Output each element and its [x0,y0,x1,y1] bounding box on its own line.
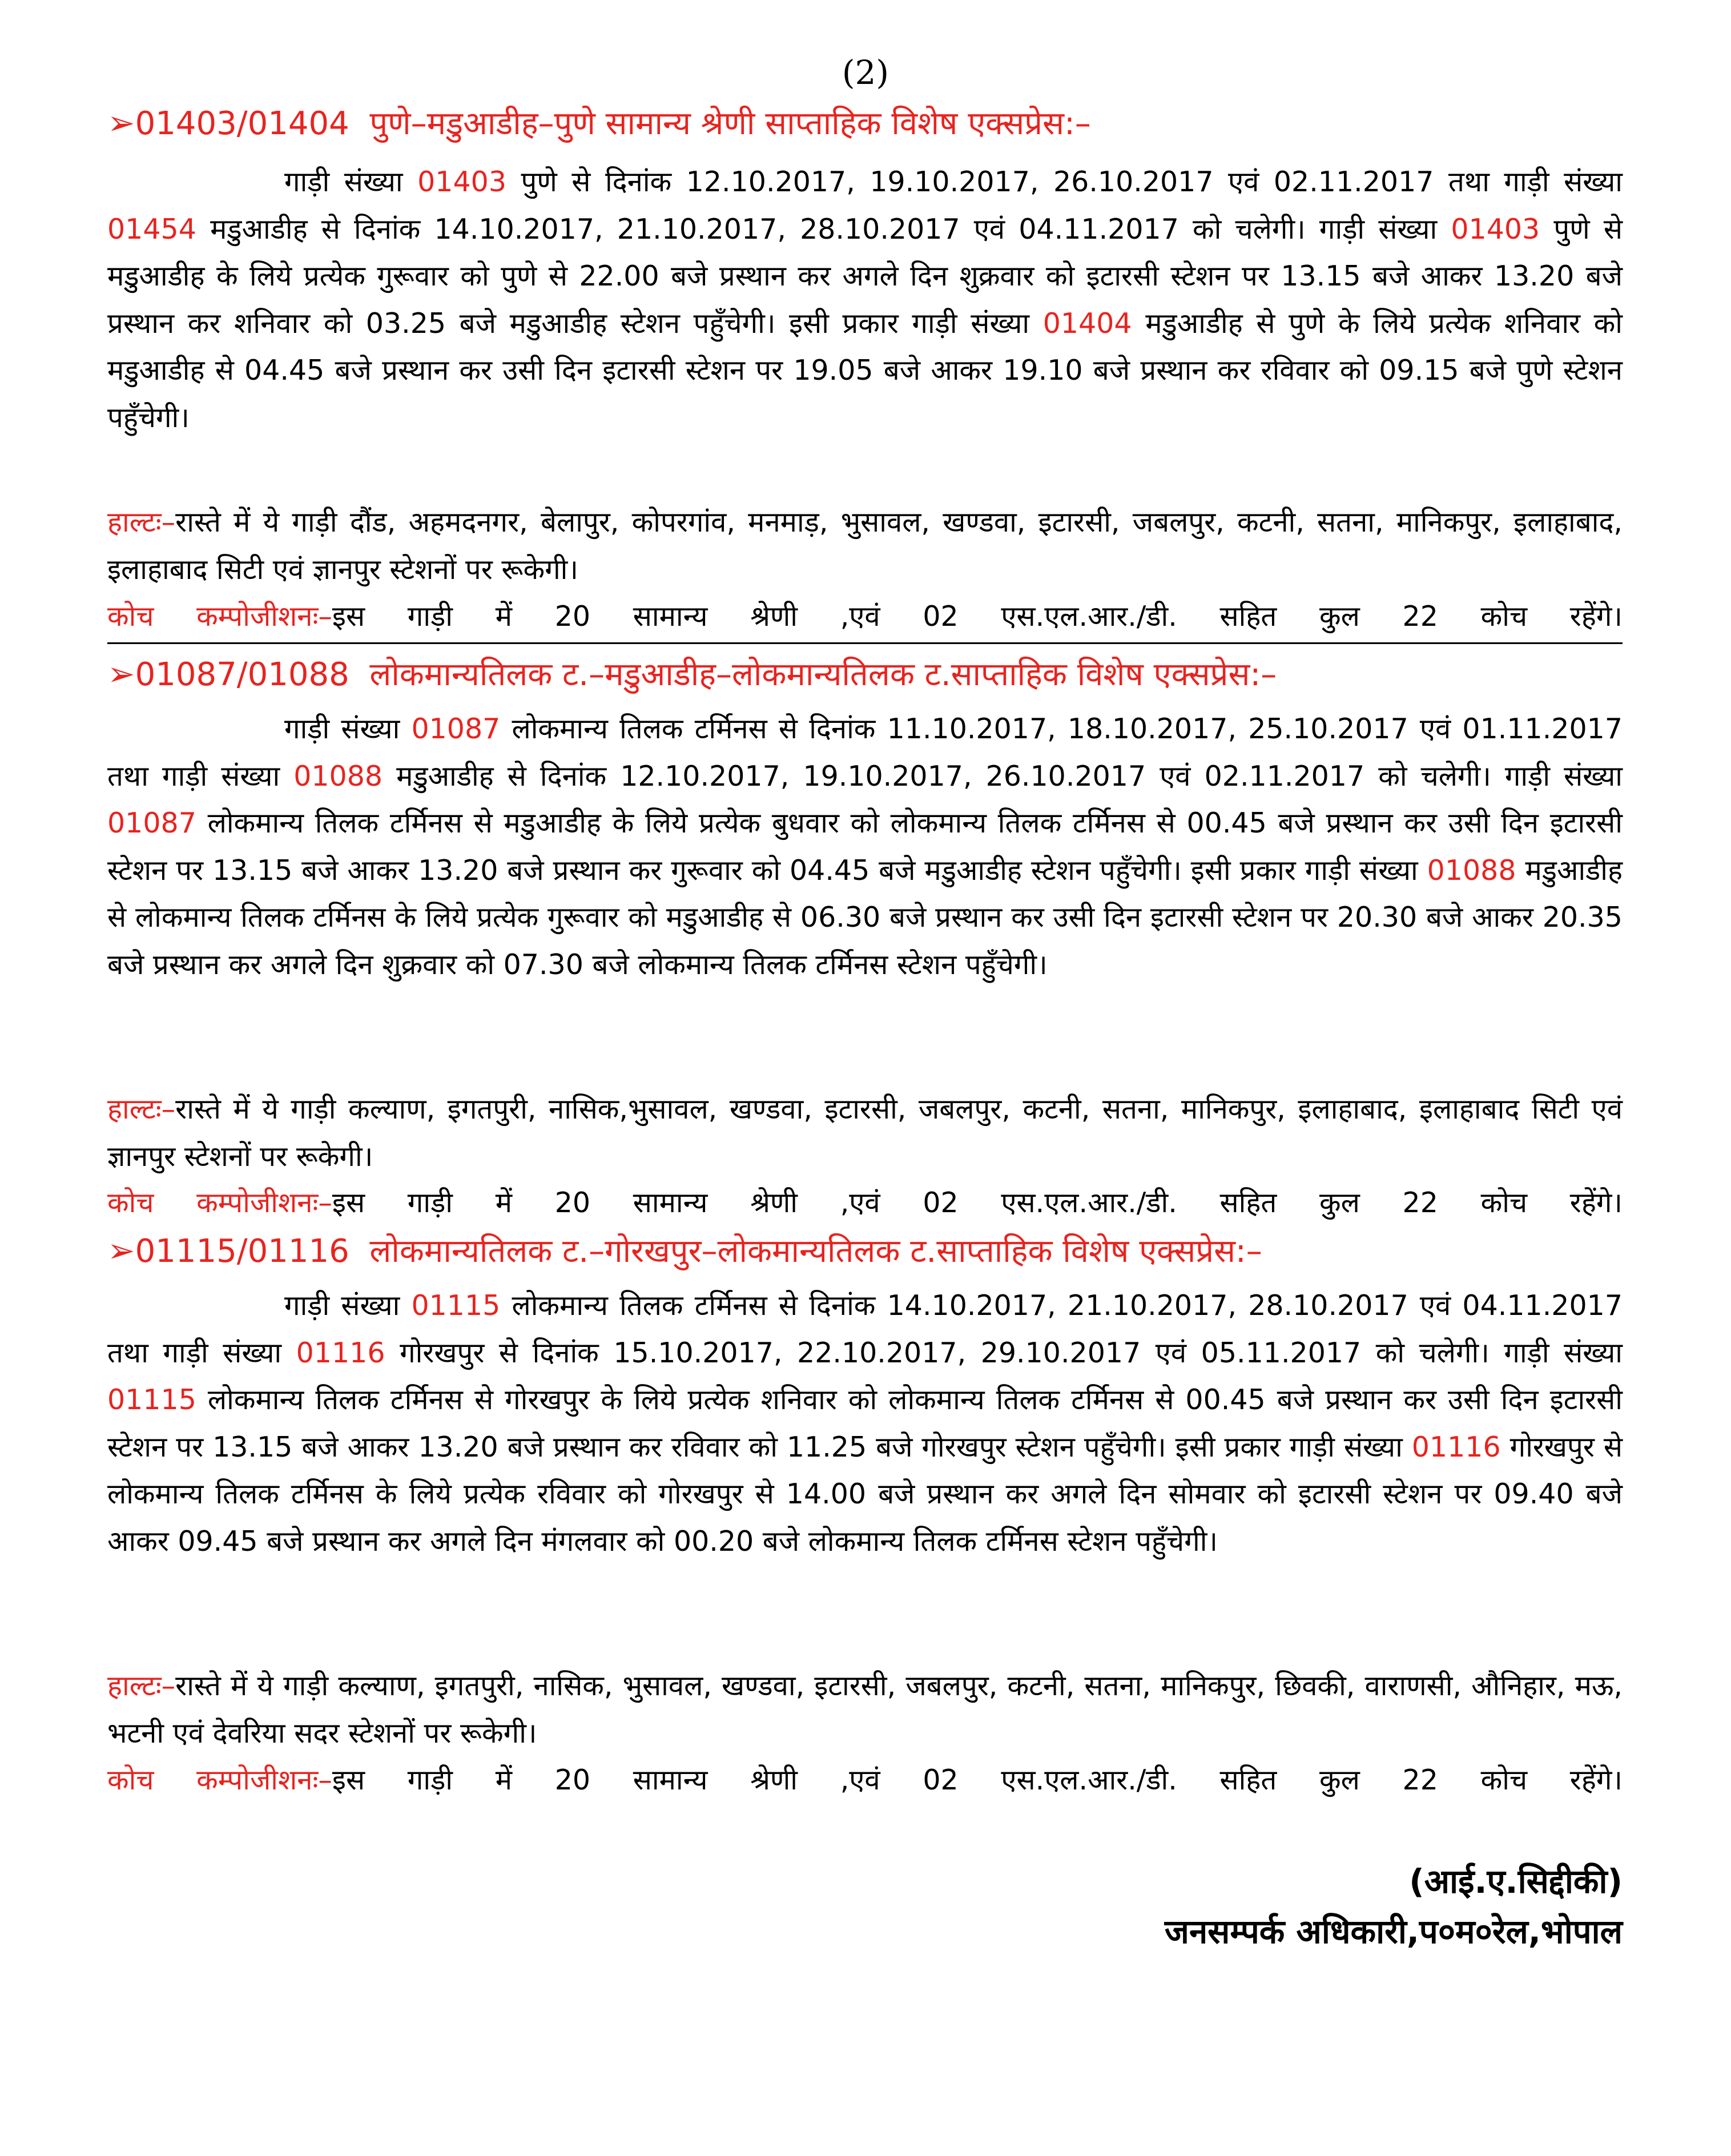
train-number: 01088 [1427,854,1516,887]
coach-label: कोच कम्पोजीशनः– [107,1186,332,1219]
section-2-route: लोकमान्यतिलक ट.–मडुआडीह–लोकमान्यतिलक ट.साप्ताहिक विशेष एक्सप्रेस:– [369,656,1277,693]
train-number: 01403 [1451,212,1540,246]
train-number: 01116 [296,1336,385,1369]
section-2-heading [107,651,1623,698]
section-2-coach [107,1180,1623,1227]
train-number: 01087 [411,713,501,745]
train-number: 01115 [107,1383,196,1416]
section-2-halts [107,1086,1623,1180]
section-3-route: लोकमान्यतिलक ट.–गोरखपुर–लोकमान्यतिलक ट.साप्ताहिक विशेष एक्सप्रेस:– [369,1233,1262,1270]
coach-composition: इस गाड़ी में 20 सामान्य श्रेणी ,एवं 02 एस.एल.आर./डी. सहित कुल 22 कोच रहेंगे। [332,600,1623,633]
train-number: 01087 [107,807,196,839]
section-3-body: गाड़ी संख्या 01115 लोकमान्य तिलक टर्मिनस से दिनांक 14.10.2017, 21.10.2017, 28.10.2017 एवं 04.11.2017 तथा गाड़ी संख्या 01116 गोरखपुर से दिनांक 15.10.2017, 22.10.2017, 29.10.2017 एवं 05.11.2017 को चलेगी। गाड़ी संख्या 01115 लोकमान्य तिलक टर्मिनस से गोरखपुर के लिये प्रत्येक शनिवार को लोकमान्य तिलक टर्मिनस से 00.45 बजे प्रस्थान कर उसी दिन इटारसी स्टेशन पर 13.15 बजे आकर 13.20 बजे प्रस्थान कर रविवार को 11.25 बजे गोरखपुर स्टेशन पहुँचेगी। इसी प्रकार गाड़ी संख्या 01116 गोरखपुर से लोकमान्य तिलक टर्मिनस के लिये प्रत्येक रविवार को गोरखपुर से 14.00 बजे प्रस्थान कर अगले दिन सोमवार को इटारसी स्टेशन पर 09.40 बजे आकर 09.45 बजे प्रस्थान कर अगले दिन मंगलवार को 00.20 बजे लोकमान्य तिलक टर्मिनस स्टेशन पहुँचेगी। [107,1289,1623,1558]
coach-label: कोच कम्पोजीशनः– [107,600,332,633]
arrow-bullet-icon: ➢ [107,103,135,142]
train-number: 01454 [107,212,196,246]
train-number: 01115 [411,1289,501,1322]
halt-label: हाल्टः– [107,1670,176,1702]
halt-stations: रास्ते में ये गाड़ी दौंड, अहमदनगर, बेलापुर, कोपरगांव, मनमाड़, भुसावल, खण्डवा, इटारसी, जबलपुर, कटनी, सतना, मानिकपुर, इलाहाबाद, इलाहाबाद सिटी एवं ज्ञानपुर स्टेशनों पर रूकेगी। [107,506,1623,586]
section-3-halts [107,1663,1623,1757]
train-number: 01088 [293,759,383,793]
coach-label: कोच कम्पोजीशनः– [107,1764,332,1796]
section-2-body: गाड़ी संख्या 01087 लोकमान्य तिलक टर्मिनस से दिनांक 11.10.2017, 18.10.2017, 25.10.2017 एवं 01.11.2017 तथा गाड़ी संख्या 01088 मडुआडीह से दिनांक 12.10.2017, 19.10.2017, 26.10.2017 एवं 02.11.2017 को चलेगी। गाड़ी संख्या 01087 लोकमान्य तिलक टर्मिनस से मडुआडीह के लिये प्रत्येक बुधवार को लोकमान्य तिलक टर्मिनस से 00.45 बजे प्रस्थान कर उसी दिन इटारसी स्टेशन पर 13.15 बजे आकर 13.20 बजे प्रस्थान कर गुरूवार को 04.45 बजे मडुआडीह स्टेशन पहुँचेगी। इसी प्रकार गाड़ी संख्या 01088 मडुआडीह से लोकमान्य तिलक टर्मिनस के लिये प्रत्येक गुरूवार को मडुआडीह से 06.30 बजे प्रस्थान कर उसी दिन इटारसी स्टेशन पर 20.30 बजे आकर 20.35 बजे प्रस्थान कर अगले दिन शुक्रवार को 07.30 बजे लोकमान्य तिलक टर्मिनस स्टेशन पहुँचेगी। [107,713,1623,981]
coach-composition: इस गाड़ी में 20 सामान्य श्रेणी ,एवं 02 एस.एल.आर./डी. सहित कुल 22 कोच रहेंगे। [332,1764,1623,1796]
section-3-heading [107,1228,1623,1274]
signatory-designation: जनसम्पर्क अधिकारी,प०म०रेल,भोपाल [1164,1912,1623,1951]
page-number: (2) [842,53,889,92]
train-number: 01116 [1411,1430,1501,1463]
section-3-coach [107,1757,1623,1804]
section-divider [107,642,1623,644]
signatory-name: (आई.ए.सिद्दीकी) [1409,1862,1623,1901]
section-1-route: पुणे–मडुआडीह–पुणे सामान्य श्रेणी साप्ताहिक विशेष एक्सप्रेस:– [369,105,1091,142]
section-1-halts [107,499,1623,593]
section-3-train-number: 01115/01116 [135,1233,349,1270]
train-number: 01403 [417,166,507,198]
train-number: 01404 [1042,307,1132,340]
halt-label: हाल्टः– [107,1093,176,1125]
halt-label: हाल्टः– [107,506,176,538]
section-2-train-number: 01087/01088 [135,656,349,693]
arrow-bullet-icon: ➢ [107,654,135,693]
arrow-bullet-icon: ➢ [107,1231,135,1270]
coach-composition: इस गाड़ी में 20 सामान्य श्रेणी ,एवं 02 एस.एल.आर./डी. सहित कुल 22 कोच रहेंगे। [332,1186,1623,1219]
section-1-body: गाड़ी संख्या 01403 पुणे से दिनांक 12.10.2017, 19.10.2017, 26.10.2017 एवं 02.11.2017 तथा गाड़ी संख्या 01454 मडुआडीह से दिनांक 14.10.2017, 21.10.2017, 28.10.2017 एवं 04.11.2017 को चलेगी। गाड़ी संख्या 01403 पुणे से मडुआडीह के लिये प्रत्येक गुरूवार को पुणे से 22.00 बजे प्रस्थान कर अगले दिन शुक्रवार को इटारसी स्टेशन पर 13.15 बजे आकर 13.20 बजे प्रस्थान कर शनिवार को 03.25 बजे मडुआडीह स्टेशन पहुँचेगी। इसी प्रकार गाड़ी संख्या 01404 मडुआडीह से पुणे के लिये प्रत्येक शनिवार को मडुआडीह से 04.45 बजे प्रस्थान कर उसी दिन इटारसी स्टेशन पर 19.05 बजे आकर 19.10 बजे प्रस्थान कर रविवार को 09.15 बजे पुणे स्टेशन पहुँचेगी। [107,166,1623,434]
section-1-heading [107,100,1623,147]
section-1-train-number: 01403/01404 [135,105,349,142]
halt-stations: रास्ते में ये गाड़ी कल्याण, इगतपुरी, नासिक,भुसावल, खण्डवा, इटारसी, जबलपुर, कटनी, सतना, मानिकपुर, इलाहाबाद, इलाहाबाद सिटी एवं ज्ञानपुर स्टेशनों पर रूकेगी। [107,1093,1623,1173]
section-1-coach [107,593,1623,641]
halt-stations: रास्ते में ये गाड़ी कल्याण, इगतपुरी, नासिक, भुसावल, खण्डवा, इटारसी, जबलपुर, कटनी, सतना, मानिकपुर, छिवकी, वाराणसी, औनिहार, मऊ, भटनी एवं देवरिया सदर स्टेशनों पर रूकेगी। [107,1670,1623,1749]
